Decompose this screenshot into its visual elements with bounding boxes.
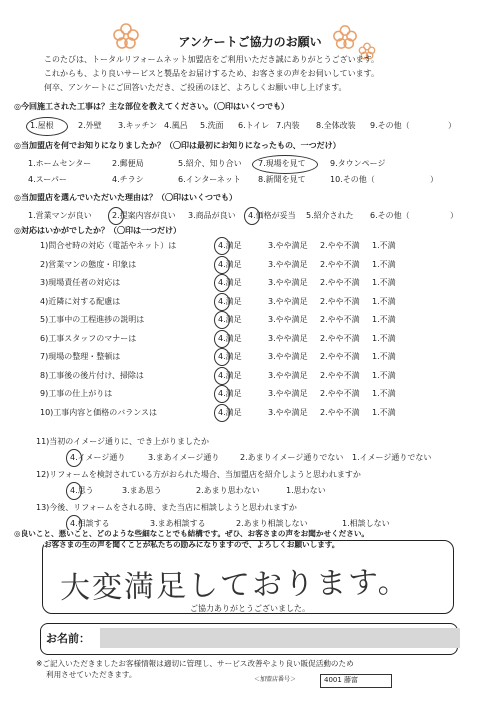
option-somewhat-would[interactable]: 3.まあ思う — [122, 486, 162, 495]
rating-option[interactable]: 4.満足 — [218, 333, 242, 343]
rating-option[interactable]: 4.満足 — [218, 407, 242, 417]
question-service-rating: ◎対応はいかがでしたか？（〇印は一つだけ） — [14, 226, 181, 235]
option-other-close: ） — [448, 121, 456, 130]
option-internet[interactable]: 6.インターネット — [178, 175, 241, 184]
rating-item-label: 7)現場の整理・整頓は — [40, 352, 121, 361]
answer-circle — [214, 237, 230, 255]
answer-circle — [214, 404, 230, 422]
option-full-renovation[interactable]: 8.全体改装 — [316, 121, 356, 130]
store-number-label: ＜加盟店番号＞ — [254, 676, 297, 683]
option-good-sales[interactable]: 1.営業マンが良い — [28, 211, 92, 220]
rating-option[interactable]: 4.満足 — [218, 241, 242, 250]
option-not-as-imagined[interactable]: 1.イメージ通りでない — [352, 453, 432, 462]
rating-option[interactable]: 4.満足 — [218, 259, 242, 269]
rating-option[interactable]: 1.不満 — [372, 352, 396, 361]
rating-option[interactable]: 1.不満 — [372, 241, 396, 250]
rating-option[interactable]: 3.やや満足 — [268, 259, 308, 269]
redacted-name — [100, 628, 460, 648]
privacy-note: ※ご記入いただきましたお客様情報は適切に管理し、サービス改善やより良い販促活動のため — [36, 659, 354, 668]
option-consult[interactable]: 4.相談する — [70, 519, 110, 528]
answer-circle — [214, 256, 230, 274]
handwritten-comment: 大変満足しております。 — [59, 564, 410, 607]
rating-option[interactable]: 2.やや不満 — [320, 370, 360, 380]
option-other-close: ） — [430, 175, 438, 184]
rating-option[interactable]: 1.不満 — [372, 389, 396, 398]
rating-option[interactable]: 4.満足 — [218, 315, 242, 324]
option-would-not[interactable]: 1.思わない — [286, 486, 326, 495]
question-work-parts: ◎今回施工された工事は？主な部位を教えてください。（〇印はいくつでも） — [14, 102, 289, 111]
option-not-quite-as-imagined[interactable]: 2.あまりイメージ通りでない — [240, 453, 344, 462]
rating-option[interactable]: 3.やや満足 — [268, 352, 308, 361]
answer-circle — [214, 330, 230, 348]
option-other[interactable]: 9.その他（ — [370, 121, 410, 130]
rating-item-label: 8)工事後の後片付け、掃除は — [40, 370, 144, 380]
answer-circle — [252, 155, 318, 174]
rating-option[interactable]: 2.やや不満 — [320, 407, 360, 417]
name-label: お名前： — [46, 632, 90, 645]
option-exterior-wall[interactable]: 2.外壁 — [78, 121, 102, 130]
rating-option[interactable]: 3.やや満足 — [268, 370, 308, 380]
rating-option[interactable]: 2.やや不満 — [320, 259, 360, 269]
option-other[interactable]: 10.その他（ — [330, 175, 375, 184]
option-would[interactable]: 4.思う — [70, 486, 94, 495]
rating-option[interactable]: 3.やや満足 — [268, 241, 308, 250]
answer-circle — [214, 274, 230, 292]
answer-circle — [244, 207, 260, 225]
rating-option[interactable]: 2.やや不満 — [320, 352, 360, 361]
rating-item-label: 10)工事内容と価格のバランスは — [40, 407, 158, 417]
option-saw-site[interactable]: 7.現場を見て — [258, 159, 306, 168]
rating-option[interactable]: 1.不満 — [372, 333, 396, 343]
option-home-center[interactable]: 1.ホームセンター — [28, 159, 92, 168]
option-as-imagined[interactable]: 4.イメージ通り — [70, 453, 126, 462]
rating-option[interactable]: 1.不満 — [372, 407, 396, 417]
option-bath[interactable]: 4.風呂 — [164, 121, 188, 130]
question-reason-chosen: ◎当加盟店を選んでいただいた理由は？（〇印はいくつでも） — [14, 193, 237, 202]
rating-option[interactable]: 1.不満 — [372, 296, 396, 306]
rating-option[interactable]: 2.やや不満 — [320, 333, 360, 343]
option-interior[interactable]: 7.内装 — [276, 121, 300, 130]
option-good-proposal[interactable]: 2.提案内容が良い — [112, 211, 176, 220]
option-other[interactable]: 6.その他（ — [370, 211, 410, 220]
option-kitchen[interactable]: 3.キッチン — [118, 121, 158, 130]
option-referred[interactable]: 5.紹介された — [306, 211, 354, 220]
rating-item-label: 3)現場責任者の対応は — [40, 278, 121, 287]
rating-option[interactable]: 3.やや満足 — [268, 407, 308, 417]
rating-option[interactable]: 2.やや不満 — [320, 296, 360, 306]
answer-circle — [214, 348, 230, 366]
answer-circle — [214, 385, 230, 403]
option-referral[interactable]: 5.紹介、知り合い — [178, 159, 242, 168]
store-number-value: 4001 藤富 — [324, 676, 359, 684]
page-title: アンケートご協力のお願い — [178, 35, 322, 49]
question-how-found: ◎当加盟店を何でお知りになりましたか？（〇印は最初にお知りになったもの、一つだけ） — [14, 141, 341, 150]
question-would-recommend: 12)リフォームを検討されている方がおられた場合、当加盟店を紹介しようと思われますか — [36, 470, 361, 479]
option-washroom[interactable]: 5.洗面 — [200, 121, 224, 130]
intro-line: 何卒、アンケートにご回答いただき、ご投函のほど、よろしくお願い申し上げます。 — [44, 83, 347, 92]
rating-option[interactable]: 3.やや満足 — [268, 296, 308, 306]
intro-line: このたびは、トータルリフォームネット加盟店をご利用いただき誠にありがとうございます。 — [44, 55, 379, 64]
option-maybe-consult[interactable]: 3.まあ相談する — [150, 519, 206, 528]
rating-option[interactable]: 1.不満 — [372, 259, 396, 269]
rating-option[interactable]: 3.やや満足 — [268, 389, 308, 398]
answer-circle — [214, 367, 230, 385]
rating-option[interactable]: 1.不満 — [372, 370, 396, 380]
rating-option[interactable]: 3.やや満足 — [268, 278, 308, 287]
rating-option[interactable]: 4.満足 — [218, 370, 242, 380]
answer-circle — [108, 207, 124, 225]
intro-line: これからも、より良いサービスと製品をお届けするため、お客さまの声をお伺いしています。 — [44, 69, 380, 78]
option-other-close: ） — [450, 211, 458, 220]
option-toilet[interactable]: 6.トイレ — [238, 121, 270, 130]
option-fair-price[interactable]: 4.価格が妥当 — [248, 211, 296, 220]
rating-option[interactable]: 4.満足 — [218, 389, 242, 398]
rating-option[interactable]: 4.満足 — [218, 278, 242, 287]
option-not-consult[interactable]: 1.相談しない — [342, 519, 390, 528]
comment-prompt: お客さまの生の声を聞くことが私たちの励みになりますので、よろしくお願いします。 — [44, 540, 340, 549]
option-flyer[interactable]: 4.チラシ — [112, 175, 144, 184]
answer-circle — [66, 482, 82, 500]
option-supermarket[interactable]: 4.スーパー — [28, 175, 67, 184]
rating-option[interactable]: 2.やや不満 — [320, 389, 360, 398]
answer-circle — [214, 311, 230, 329]
question-as-imagined: 11)当初のイメージ通りに、でき上がりましたか — [36, 437, 210, 446]
rating-option[interactable]: 4.満足 — [218, 296, 242, 306]
rating-option[interactable]: 2.やや不満 — [320, 278, 360, 287]
option-rarely-consult[interactable]: 2.あまり相談しない — [236, 519, 308, 528]
option-town-page[interactable]: 9.タウンページ — [330, 159, 386, 168]
answer-circle — [214, 293, 230, 311]
question-consult-again: 13)今後、リフォームをされる時、また当店に相談しようと思われますか — [36, 503, 297, 512]
rating-item-label: 4)近隣に対する配慮は — [40, 296, 121, 306]
rating-item-label: 9)工事の仕上がりは — [40, 389, 113, 398]
rating-item-label: 1)問合せ時の対応（電話やネット）は — [40, 241, 177, 250]
option-roof[interactable]: 1.屋根 — [30, 121, 54, 130]
rating-option[interactable]: 3.やや満足 — [268, 333, 308, 343]
answer-circle — [66, 449, 82, 467]
rating-item-label: 5)工事中の工程進捗の説明は — [40, 315, 145, 324]
rating-option[interactable]: 3.やや満足 — [268, 315, 308, 324]
option-good-product[interactable]: 3.商品が良い — [188, 211, 236, 220]
rating-item-label: 2)営業マンの態度・印象は — [40, 259, 137, 269]
option-post-office[interactable]: 2.郵便局 — [112, 159, 144, 168]
rating-option[interactable]: 4.満足 — [218, 352, 242, 361]
rating-option[interactable]: 2.やや不満 — [320, 315, 360, 324]
thanks-text: ご協力ありがとうございました。 — [190, 604, 310, 613]
rating-item-label: 6)工事スタッフのマナーは — [40, 333, 137, 343]
option-newspaper[interactable]: 8.新聞を見て — [258, 175, 306, 184]
option-mostly-as-imagined[interactable]: 3.まあイメージ通り — [148, 453, 220, 462]
rating-option[interactable]: 2.やや不満 — [320, 241, 360, 250]
rating-option[interactable]: 1.不満 — [372, 315, 396, 324]
comment-prompt: ◎良いこと、悪いこと、どのような些細なことでも結構です。ぜひ、お客さまの声をお聞かせください。 — [14, 529, 370, 538]
answer-circle — [26, 117, 68, 136]
privacy-note: 利用させていただきます。 — [46, 670, 137, 679]
option-rather-not[interactable]: 2.あまり思わない — [196, 486, 260, 495]
rating-option[interactable]: 1.不満 — [372, 278, 396, 287]
